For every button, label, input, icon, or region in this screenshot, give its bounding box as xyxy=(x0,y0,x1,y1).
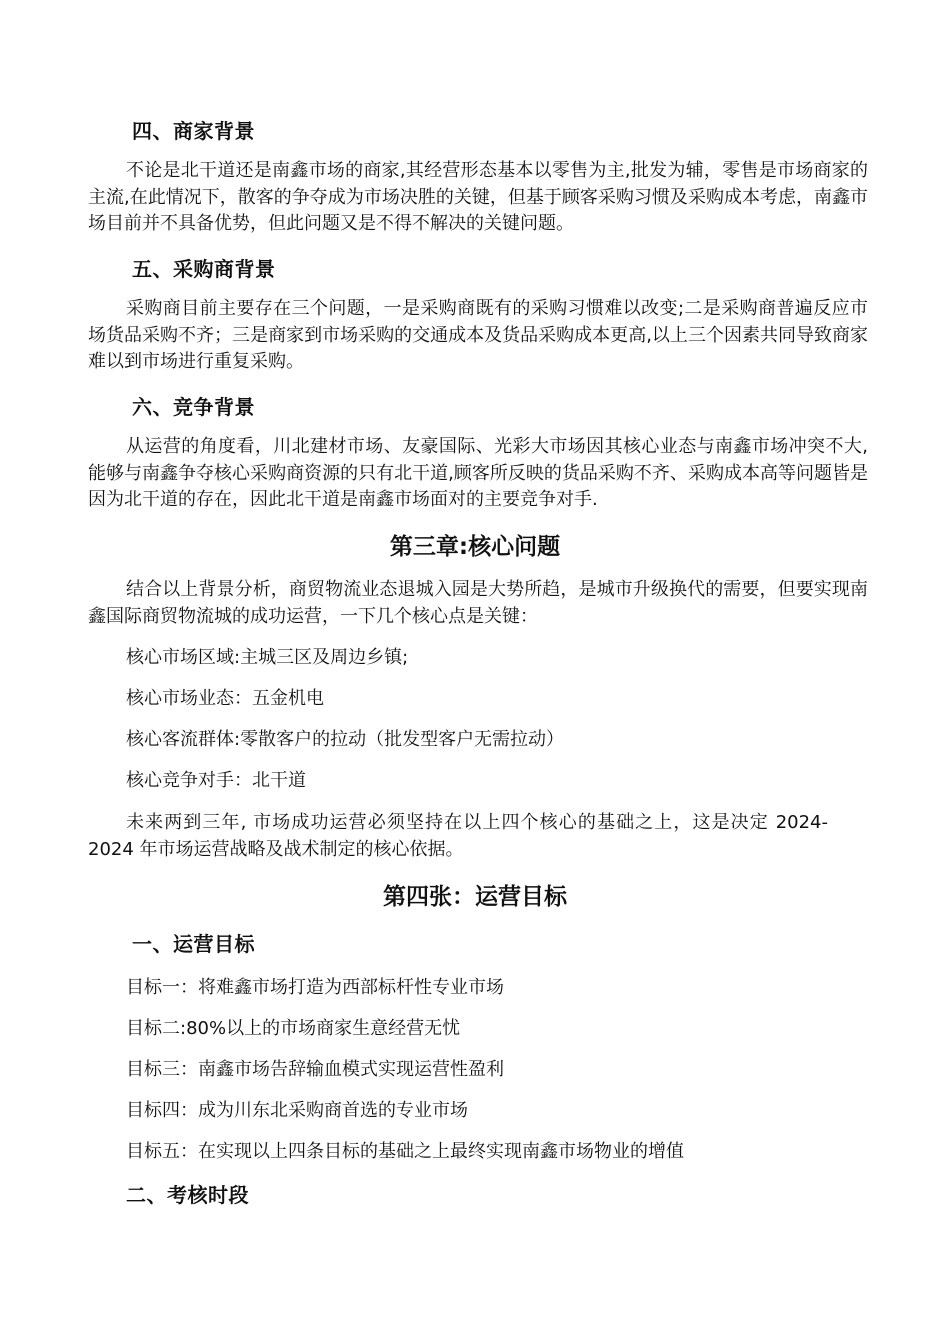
goal-item: 目标五：在实现以上四条目标的基础之上最终实现南鑫市场物业的增值 xyxy=(126,1141,684,1162)
section-heading-competition-background: 六、竞争背景 xyxy=(132,395,255,419)
goal-item: 目标三：南鑫市场告辞输血模式实现运营性盈利 xyxy=(126,1059,504,1080)
goal-item: 目标四：成为川东北采购商首选的专业市场 xyxy=(126,1100,468,1121)
section-heading-operation-goals: 一、运营目标 xyxy=(132,932,255,956)
paragraph-buyer-background: 采购商目前主要存在三个问题，一是采购商既有的采购习惯难以改变;二是采购商普遍反应市场货品采购不齐；三是商家到市场采购的交通成本及货品采购成本更高,以上三个因素共同导致商家难以到市场进行重复采购。 xyxy=(88,298,868,372)
core-point-item: 核心市场业态：五金机电 xyxy=(126,688,324,709)
section-heading-merchant-background: 四、商家背景 xyxy=(132,119,255,143)
core-point-item: 核心竞争对手：北干道 xyxy=(126,770,306,791)
paragraph-core-issues-conclusion: 未来两到三年, 市场成功运营必须坚持在以上四个核心的基础之上，这是决定 2024-2024 年市场运营战略及战术制定的核心依据。 xyxy=(88,812,828,860)
chapter-title-core-issues: 第三章:核心问题 xyxy=(389,534,561,560)
section-heading-assessment-period: 二、考核时段 xyxy=(126,1183,249,1207)
goal-item: 目标一：将难鑫市场打造为西部标杆性专业市场 xyxy=(126,977,504,998)
paragraph-competition-background: 从运营的角度看，川北建材市场、友豪国际、光彩大市场因其核心业态与南鑫市场冲突不大,能够与南鑫争夺核心采购商资源的只有北干道,顾客所反映的货品采购不齐、采购成本高等问题皆是因为北干道的存在，因此北干道是南鑫市场面对的主要竞争对手. xyxy=(88,436,868,510)
paragraph-core-issues-intro: 结合以上背景分析，商贸物流业态退城入园是大势所趋，是城市升级换代的需要，但要实现南鑫国际商贸物流城的成功运营，一下几个核心点是关键： xyxy=(88,579,868,627)
core-point-item: 核心客流群体:零散客户的拉动（批发型客户无需拉动） xyxy=(126,729,565,750)
chapter-title-operation-goals: 第四张：运营目标 xyxy=(383,884,567,910)
section-heading-buyer-background: 五、采购商背景 xyxy=(132,257,276,281)
goal-item: 目标二:80%以上的市场商家生意经营无忧 xyxy=(126,1018,461,1039)
core-point-item: 核心市场区域:主城三区及周边乡镇; xyxy=(126,647,409,668)
paragraph-merchant-background: 不论是北干道还是南鑫市场的商家,其经营形态基本以零售为主,批发为辅，零售是市场商家的主流,在此情况下，散客的争夺成为市场决胜的关键，但基于顾客采购习惯及采购成本考虑，南鑫市场目前并不具备优势，但此问题又是不得不解决的关键问题。 xyxy=(88,160,868,234)
